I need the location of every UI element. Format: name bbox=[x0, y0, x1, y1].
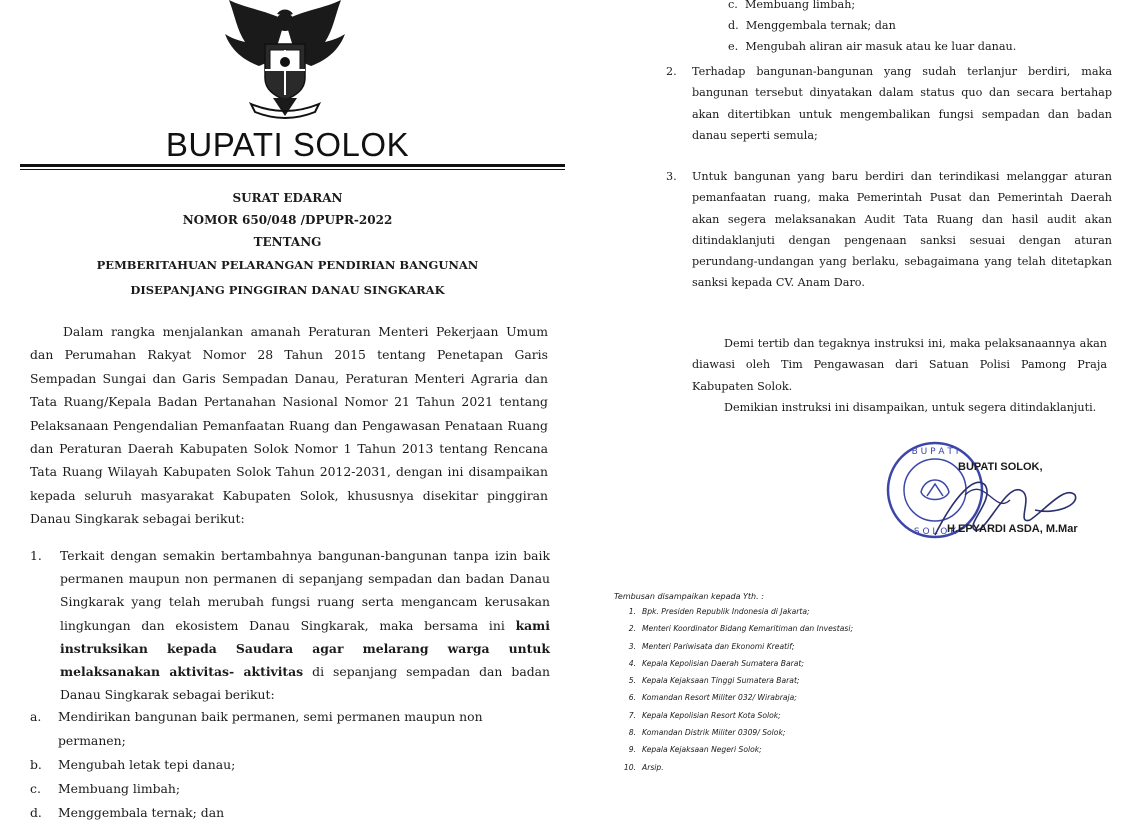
item-text: Komandan Distrik Militer 0309/ Solok; bbox=[642, 728, 786, 738]
item-number: 3. bbox=[666, 170, 677, 183]
right-page bbox=[580, 0, 1140, 815]
left-sublist bbox=[30, 705, 520, 825]
item-number: 3. bbox=[628, 641, 636, 651]
signature-name: H.EPYARDI ASDA, M.Mar bbox=[947, 523, 1078, 535]
item-number: 8. bbox=[628, 728, 636, 738]
item-text: Bpk. Presiden Republik Indonesia di Jakarta; bbox=[642, 607, 810, 616]
list-item bbox=[30, 777, 520, 801]
item-number: 10. bbox=[623, 762, 636, 772]
list-item bbox=[30, 801, 520, 825]
doc-subject-line1: PEMBERITAHUAN PELARANGAN PENDIRIAN BANGUNAN bbox=[96, 258, 479, 272]
list-item bbox=[728, 40, 1016, 53]
list-item bbox=[620, 759, 853, 776]
item-letter: c. bbox=[728, 0, 738, 11]
item-text: Kepala Kejaksaan Negeri Solok; bbox=[642, 745, 762, 755]
item-letter: d. bbox=[728, 19, 739, 32]
item-letter: d. bbox=[30, 805, 42, 820]
item-letter: c. bbox=[30, 781, 41, 796]
item-text: Mengubah aliran air masuk atau ke luar danau. bbox=[745, 40, 1017, 53]
item-number: 5. bbox=[628, 676, 636, 686]
item-text: Membuang limbah; bbox=[58, 781, 181, 796]
list-item bbox=[620, 638, 853, 655]
list-item bbox=[620, 655, 853, 672]
letterhead-rule bbox=[20, 164, 565, 167]
closing-paragraph-1: Demi tertib dan tegaknya instruksi ini, maka pelaksanaannya akan diawasi oleh Tim Pengawasan dari Satuan Polisi Pamong Praja Kabupaten Solok. bbox=[692, 337, 1107, 393]
item-text: Kepala Kejaksaan Tinggi Sumatera Barat; bbox=[642, 676, 800, 686]
item-text: Komandan Resort Militer 032/ Wirabraja; bbox=[642, 693, 797, 703]
stamp-text-top: B U P A T I bbox=[911, 447, 959, 457]
doc-number: NOMOR 650/048 /DPUPR-2022 bbox=[182, 213, 393, 227]
item-number: 1. bbox=[30, 548, 42, 563]
letterhead-title: BUPATI SOLOK bbox=[165, 126, 410, 163]
list-item-2 bbox=[666, 61, 1112, 146]
stamp-text-bottom: S O L O K bbox=[913, 527, 957, 537]
doc-subject-line2: DISEPANJANG PINGGIRAN DANAU SINGKARAK bbox=[130, 283, 445, 297]
item-text-part: di sepanjang sempadan dan badan Danau Singkarak sebagai berikut: bbox=[60, 664, 551, 703]
list-item-3 bbox=[666, 166, 1112, 294]
letterhead-rule-thin bbox=[20, 169, 565, 170]
item-number: 1. bbox=[628, 607, 636, 616]
list-item bbox=[620, 603, 853, 620]
garuda-emblem-icon bbox=[215, 0, 355, 122]
list-item bbox=[620, 620, 853, 637]
item-number: 2. bbox=[666, 65, 677, 78]
list-item bbox=[30, 705, 520, 753]
doc-about: TENTANG bbox=[253, 235, 322, 249]
item-number: 7. bbox=[628, 710, 636, 720]
item-text: Membuang limbah; bbox=[744, 0, 856, 11]
list-item bbox=[620, 672, 853, 689]
signature-title: BUPATI SOLOK, bbox=[958, 461, 1043, 473]
item-text: Menteri Koordinator Bidang Kemaritiman dan Investasi; bbox=[642, 624, 854, 634]
doc-type: SURAT EDARAN bbox=[232, 191, 343, 205]
item-text-bold: kami instruksikan kepada Saudara agar melarang warga untuk melaksanakan aktivitas- aktivitas bbox=[60, 617, 550, 680]
copies-list bbox=[620, 603, 853, 776]
item-text: Mengubah letak tepi danau; bbox=[58, 757, 236, 772]
item-text: Mendirikan bangunan baik permanen, semi permanen maupun non permanen; bbox=[58, 709, 483, 748]
closing-paragraph-2: Demikian instruksi ini disampaikan, untuk segera ditindaklanjuti. bbox=[724, 401, 1097, 414]
item-text: Terhadap bangunan-bangunan yang sudah terlanjur berdiri, maka bangunan tersebut dinyatakan dalam status quo dan secara bertahap akan ditertibkan untuk mengembalikan fungsi sempadan dan badan danau seperti semula; bbox=[692, 65, 1112, 142]
list-item bbox=[620, 707, 853, 724]
item-letter: b. bbox=[30, 757, 42, 772]
item-number: 4. bbox=[628, 658, 636, 668]
item-text: Menteri Pariwisata dan Ekonomi Kreatif; bbox=[642, 641, 795, 651]
list-item bbox=[30, 753, 520, 777]
item-text: Kepala Kepolisian Resort Kota Solok; bbox=[642, 710, 781, 720]
item-text: Menggembala ternak; dan bbox=[745, 19, 896, 32]
item-number: 6. bbox=[628, 693, 636, 703]
item-number: 2. bbox=[628, 624, 636, 634]
list-item bbox=[728, 19, 896, 32]
list-item bbox=[620, 724, 853, 741]
item-text bbox=[60, 544, 550, 706]
item-text-part: Terkait dengan semakin bertambahnya bangunan-bangunan tanpa izin baik permanen maupun non permanen di sepanjang sempadan dan badan Danau Singkarak yang telah merubah fungsi ruang serta mengancam kerusakan lingkungan dan ekosistem Danau Singkarak, maka bersama ini bbox=[60, 548, 550, 633]
intro-paragraph: Dalam rangka menjalankan amanah Peraturan Menteri Pekerjaan Umum dan Perumahan Rakyat Nomor 28 Tahun 2015 tentang Penetapan Garis Sempadan Sungai dan Garis Sempadan Danau, Peraturan Menteri Agraria dan Tata Ruang/Kepala Badan Pertanahan Nasional Nomor 21 Tahun 2021 tentang Pelaksanaan Pengendalian Pemanfaatan Ruang dan Pengawasan Penataan Ruang dan Peraturan Daerah Kabupaten Solok Nomor 1 Tahun 2013 tentang Rencana Tata Ruang Wilayah Kabupaten Solok Tahun 2012-2031, dengan ini disampaikan kepada seluruh masyarakat Kabupaten Solok, khususnya disekitar pinggiran Danau Singkarak sebagai berikut: bbox=[30, 324, 548, 527]
list-item bbox=[728, 0, 855, 11]
item-text: Menggembala ternak; dan bbox=[58, 805, 225, 820]
item-text: Arsip. bbox=[642, 762, 664, 772]
item-text: Untuk bangunan yang baru berdiri dan terindikasi melanggar aturan pemanfaatan ruang, maka Pemerintah Pusat dan Pemerintah Daerah akan segera melaksanakan Audit Tata Ruang dan hasil audit akan ditindaklanjuti dengan pengenaan sanksi sesuai dengan aturan perundang-undangan yang berlaku, sebagaimana yang telah ditetapkan sanksi kepada CV. Anam Daro. bbox=[692, 170, 1112, 290]
item-letter: e. bbox=[728, 40, 739, 53]
item-number: 9. bbox=[628, 745, 636, 755]
list-item bbox=[620, 741, 853, 758]
copies-title: Tembusan disampaikan kepada Yth. : bbox=[614, 592, 764, 601]
item-letter: a. bbox=[30, 709, 42, 724]
item-text: Kepala Kepolisian Daerah Sumatera Barat; bbox=[642, 658, 804, 668]
list-item bbox=[620, 689, 853, 706]
